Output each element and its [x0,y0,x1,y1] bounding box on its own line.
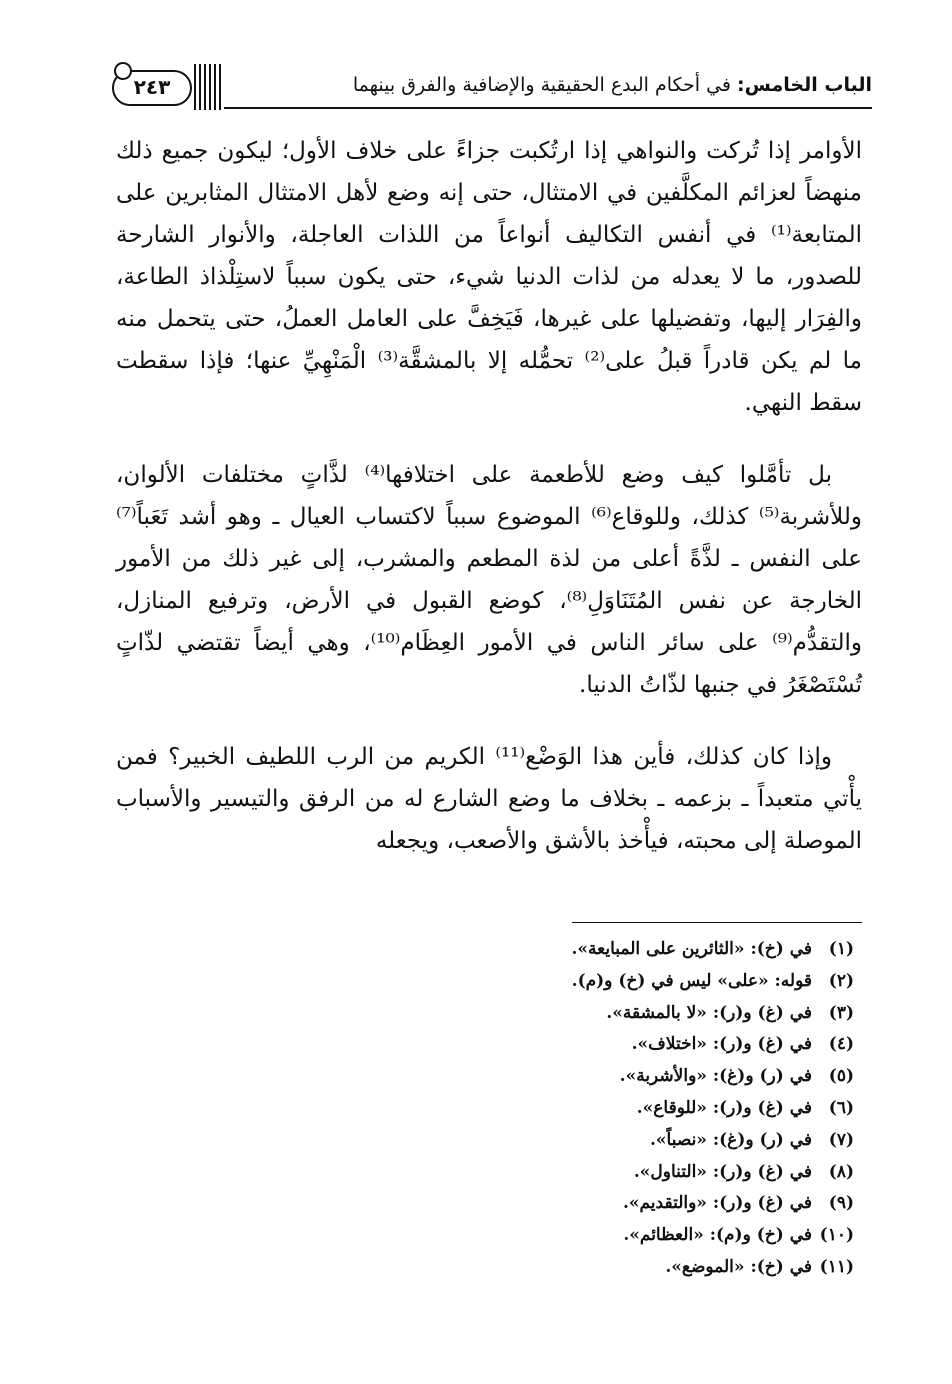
footnote [154,1093,854,1125]
footnote-number: (٤) [828,1034,854,1055]
footnote-text: في (خ) و(م): «العظائم». [623,1225,812,1246]
paragraph-2: بل تأمَّلوا كيف وضع للأطعمة على اختلافها⁽⁴⁾ لذَّاتٍ مختلفات الألوان، وللأشربة⁽⁵⁾ كذلك، وللوقاع⁽⁶⁾ الموضوع سبباً لاكتساب العيال ـ وهو أشد تَعَباً⁽⁷⁾ على النفس ـ لذَّةً أعلى من لذة المطعم والمشرب، إلى غير ذلك من الأمور الخارجة عن نفس المُتَنَاوَلِ⁽⁸⁾، كوضع القبول في الأرض، وترفيع المنازل، والتقدُّم⁽⁹⁾ على سائر الناس في الأمور العِظَام⁽¹⁰⁾، وهي أيضاً تقتضي لذّاتٍ تُسْتَصْغَرُ في جنبها لذّاتُ الدنيا. [116,462,862,698]
running-title [353,74,872,96]
running-title-chapter: الباب الخامس: [737,74,872,96]
footnote [154,966,854,998]
footnote [154,1029,854,1061]
paragraph-1: الأوامر إذا تُركت والنواهي إذا ارتُكبت جزاءً على خلاف الأول؛ ليكون جميع ذلك منهضاً لعزائم المكلَّفين في الامتثال، حتى إنه وضع لأهل الامتثال المثابرين على المتابعة⁽¹⁾ في أنفس التكاليف أنواعاً من اللذات العاجلة، والأنوار الشارحة للصدور، ما لا يعدله من لذات الدنيا شيء، حتى يكون سبباً لاستِلْذاذ الطاعة، والفِرَار إليها، وتفضيلها على غيرها، فَيَخِفَّ على العامل العملُ، حتى يتحمل منه ما لم يكن قادراً قبلُ على⁽²⁾ تحمُّله إلا بالمشقَّة⁽³⁾ الْمَنْهِيِّ عنها؛ فإذا سقطت سقط النهي. [116,138,862,416]
running-header [112,60,872,120]
footnote-number: (٣) [828,1002,854,1023]
footnote [154,1220,854,1252]
header-ornament-hatch [194,64,224,110]
footnote-number: (٥) [828,1066,854,1087]
footnote-text: في (غ) و(ر): «والتقديم». [622,1193,812,1214]
footnote-text: في (غ) و(ر): «التناول». [633,1161,812,1182]
header-rule [220,107,872,109]
footnote-text: في (ر) و(غ): «نصباً». [649,1129,812,1150]
footnote-text: في (غ) و(ر): «اختلاف». [631,1034,812,1055]
paragraph-3: وإذا كان كذلك، فأين هذا الوَضْع⁽¹¹⁾ الكريم من الرب اللطيف الخبير؟ فمن يأْتي متعبداً ـ بزعمه ـ بخلاف ما وضع الشارع له من الرفق والتيسير والأسباب الموصلة إلى محبته، فيأْخذ بالأشق والأصعب، ويجعله [116,744,862,854]
running-title-subject: في أحكام البدع الحقيقية والإضافية والفرق بينهما [352,74,738,96]
main-text [116,130,862,892]
footnote-number: (٢) [828,970,854,991]
footnote [154,998,854,1030]
footnote [154,1157,854,1189]
footnote-number: (٨) [828,1161,854,1182]
footnote-separator [572,922,862,923]
footnote-text: قوله: «على» ليس في (خ) و(م). [571,970,812,991]
footnotes [154,934,854,1284]
footnote-number: (٩) [828,1193,854,1214]
footnote-text: في (خ): «الثائرين على المبايعة». [571,939,812,959]
header-ornament-circle-icon [114,62,132,80]
footnote-text: في (غ) و(ر): «للوقاع». [636,1097,812,1118]
footnote-number: (٦) [828,1097,854,1118]
page-number: ٢٤٣ [112,70,192,106]
footnote [154,1061,854,1093]
footnote-text: في (ر) و(غ): «والأشربة». [619,1066,812,1087]
footnote [154,1125,854,1157]
footnote-number: (١١) [819,1256,854,1277]
footnote-number: (٧) [828,1129,854,1150]
footnote [154,934,854,966]
footnote-number: (١) [828,939,854,959]
footnote-number: (١٠) [819,1225,854,1246]
footnote [154,1252,854,1284]
footnote-text: في (خ): «الموضع». [665,1256,812,1277]
footnote [154,1188,854,1220]
footnote-text: في (غ) و(ر): «لا بالمشقة». [606,1002,812,1023]
